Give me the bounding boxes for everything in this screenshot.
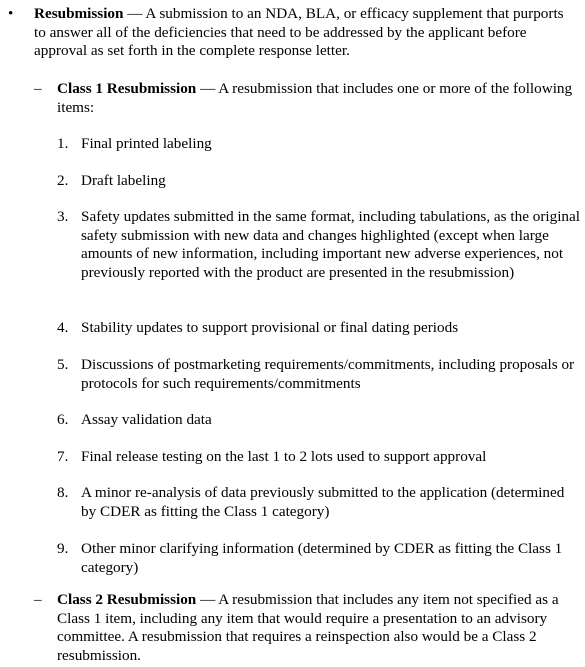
class2-term: Class 2 Resubmission [57, 591, 197, 608]
resubmission-separator: — [123, 5, 146, 22]
class2-text: A resubmission that includes any item not specified as a Class 1 item, including any item that would require a presentation to an advisory committee. A resubmission that requires a reinspection also would be a Class 2 resubmission. [57, 591, 559, 664]
item-text: Draft labeling [81, 172, 166, 189]
bullet-icon: • [8, 5, 14, 22]
item-number: 6. [57, 411, 69, 428]
class1-separator: — [196, 80, 219, 97]
item-number: 7. [57, 448, 69, 465]
class1-term: Class 1 Resubmission [57, 80, 197, 97]
item-text: Stability updates to support provisional or final dating periods [81, 319, 459, 336]
item-number: 5. [57, 356, 69, 373]
item-number: 2. [57, 172, 69, 189]
item-number: 4. [57, 319, 69, 336]
item-number: 9. [57, 540, 69, 557]
item-number: 3. [57, 208, 69, 225]
class2-separator: — [196, 591, 219, 608]
item-number: 8. [57, 484, 69, 501]
item-text: Assay validation data [81, 411, 212, 428]
item-number: 1. [57, 135, 69, 152]
item-text: Safety updates submitted in the same format, including tabulations, as the original safety submission with new data and changes highlighted (except when large amounts of new information, including important new adverse experiences, not previously reported with the product are presented in the resubmission) [81, 208, 580, 281]
resubmission-text: A submission to an NDA, BLA, or efficacy supplement that purports to answer all of the deficiencies that need to be addressed by the applicant before approval as set forth in the complete response letter. [34, 5, 564, 59]
resubmission-paragraph [34, 5, 579, 61]
class2-paragraph [57, 591, 582, 665]
class1-paragraph [57, 80, 582, 117]
resubmission-term: Resubmission [34, 5, 124, 22]
item-text: A minor re-analysis of data previously submitted to the application (determined by CDER as fitting the Class 1 category) [81, 484, 565, 520]
dash-marker: – [34, 591, 42, 608]
dash-marker: – [34, 80, 42, 97]
item-text: Discussions of postmarketing requirements/commitments, including proposals or protocols for such requirements/commitments [81, 356, 575, 392]
item-text: Final printed labeling [81, 135, 212, 152]
item-text: Other minor clarifying information (determined by CDER as fitting the Class 1 category) [81, 540, 563, 576]
class1-text: A resubmission that includes one or more of the following items: [57, 80, 573, 116]
item-text: Final release testing on the last 1 to 2 lots used to support approval [81, 448, 487, 465]
